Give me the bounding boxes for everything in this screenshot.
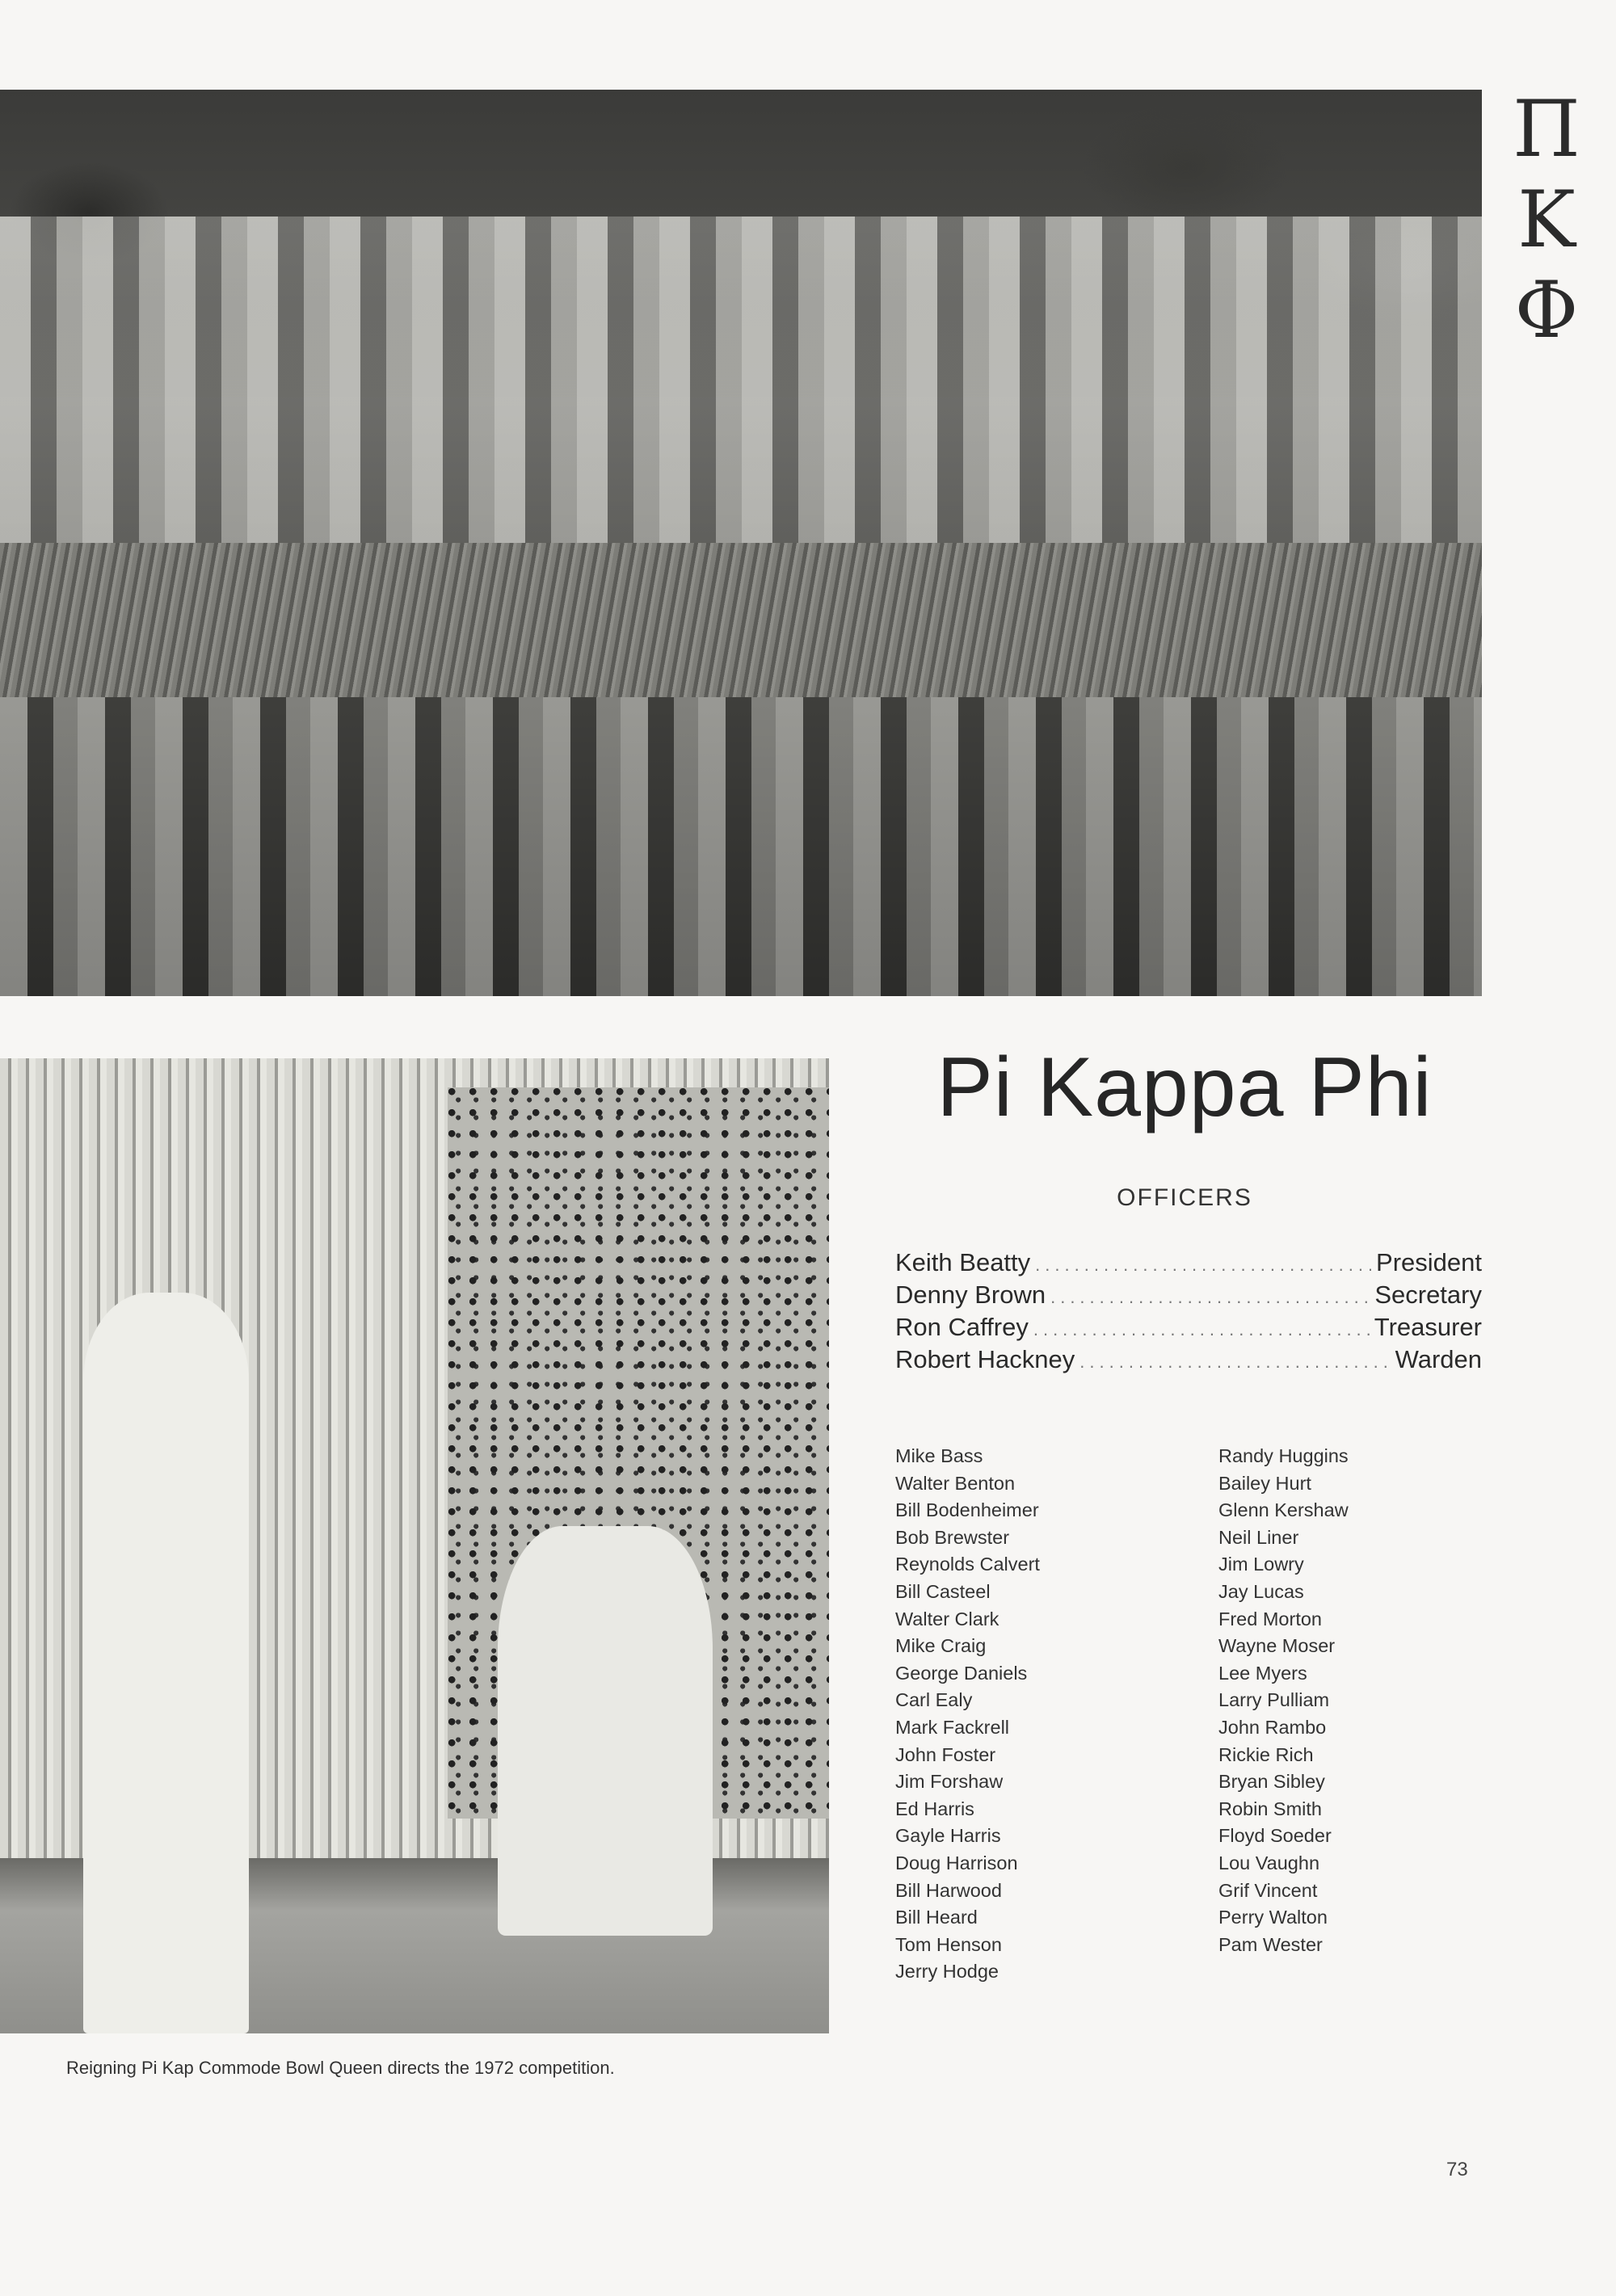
- member-name: Jim Lowry: [1218, 1554, 1304, 1575]
- officer-role: Treasurer: [1374, 1313, 1482, 1341]
- member-name: Robin Smith: [1218, 1798, 1322, 1819]
- member-name: Glenn Kershaw: [1218, 1499, 1349, 1521]
- officer-name: Ron Caffrey: [895, 1313, 1029, 1341]
- member-name: Bill Harwood: [895, 1879, 1002, 1901]
- officer-role: President: [1376, 1248, 1482, 1276]
- member-name: Bill Casteel: [895, 1580, 991, 1602]
- photo-water-reflection: [0, 697, 1482, 996]
- page-title: Pi Kappa Phi: [936, 1041, 1433, 1134]
- officer-name: Robert Hackney: [895, 1345, 1075, 1373]
- officer-row: [895, 1280, 1482, 1313]
- member-name: Larry Pulliam: [1218, 1689, 1330, 1711]
- member-name: Pam Wester: [1218, 1933, 1323, 1955]
- dot-leader: [1079, 1352, 1390, 1373]
- member-name: Lou Vaughn: [1218, 1852, 1320, 1873]
- members-list-right: [1218, 1443, 1349, 1958]
- member-name: Reynolds Calvert: [895, 1554, 1040, 1575]
- member-name: Bailey Hurt: [1218, 1472, 1311, 1494]
- member-name: Bill Bodenheimer: [895, 1499, 1039, 1521]
- member-name: Carl Ealy: [895, 1689, 973, 1711]
- group-photo: [0, 90, 1482, 996]
- member-name: Rickie Rich: [1218, 1743, 1314, 1765]
- page-number: 73: [1446, 2159, 1468, 2180]
- member-name: Tom Henson: [895, 1933, 1002, 1955]
- photo-grass-bank: [0, 543, 1482, 697]
- greek-letter-pi: Π: [1513, 84, 1580, 175]
- member-name: John Rambo: [1218, 1716, 1327, 1738]
- member-name: Jay Lucas: [1218, 1580, 1304, 1602]
- officer-row: [895, 1313, 1482, 1345]
- member-name: Grif Vincent: [1218, 1879, 1318, 1901]
- officer-role: Warden: [1395, 1345, 1482, 1373]
- dot-leader: [1035, 1255, 1371, 1276]
- member-name: Walter Benton: [895, 1472, 1016, 1494]
- member-name: Jim Forshaw: [895, 1771, 1004, 1793]
- member-name: Lee Myers: [1218, 1662, 1307, 1684]
- photo-figure-queen: [498, 1526, 713, 1936]
- photo-figure-singer: [83, 1293, 249, 2033]
- officer-name: Denny Brown: [895, 1280, 1046, 1309]
- member-name: Mike Bass: [895, 1445, 983, 1466]
- member-name: Bryan Sibley: [1218, 1771, 1325, 1793]
- member-name: Perry Walton: [1218, 1907, 1328, 1928]
- dot-leader: [1050, 1287, 1370, 1308]
- dot-leader: [1033, 1319, 1370, 1340]
- members-list-left: [895, 1443, 1040, 1986]
- member-name: Randy Huggins: [1218, 1445, 1349, 1466]
- member-name: Gayle Harris: [895, 1825, 1001, 1847]
- member-name: Wayne Moser: [1218, 1635, 1336, 1657]
- member-name: Doug Harrison: [895, 1852, 1018, 1873]
- officer-row: [895, 1345, 1482, 1377]
- commode-bowl-queen-photo: [0, 1058, 829, 2033]
- photo-caption: Reigning Pi Kap Commode Bowl Queen directs the 1972 competition.: [66, 2058, 615, 2078]
- officers-list: [895, 1248, 1482, 1377]
- greek-letters: [1490, 84, 1603, 355]
- member-name: Bob Brewster: [895, 1526, 1010, 1548]
- member-name: Jerry Hodge: [895, 1961, 999, 1983]
- member-name: Bill Heard: [895, 1907, 978, 1928]
- member-name: Floyd Soeder: [1218, 1825, 1332, 1847]
- greek-letter-kappa: Κ: [1517, 175, 1576, 265]
- member-name: Fred Morton: [1218, 1608, 1322, 1629]
- member-name: Neil Liner: [1218, 1526, 1299, 1548]
- officer-row: [895, 1248, 1482, 1280]
- member-name: Mark Fackrell: [895, 1716, 1010, 1738]
- member-name: Walter Clark: [895, 1608, 999, 1629]
- member-name: John Foster: [895, 1743, 996, 1765]
- officer-name: Keith Beatty: [895, 1248, 1031, 1276]
- greek-letter-phi: Φ: [1514, 265, 1579, 355]
- member-name: Ed Harris: [895, 1798, 974, 1819]
- officers-heading: OFFICERS: [1117, 1184, 1252, 1211]
- officer-role: Secretary: [1374, 1280, 1482, 1309]
- member-name: Mike Craig: [895, 1635, 987, 1657]
- photo-group-members: [0, 217, 1482, 579]
- member-name: George Daniels: [895, 1662, 1028, 1684]
